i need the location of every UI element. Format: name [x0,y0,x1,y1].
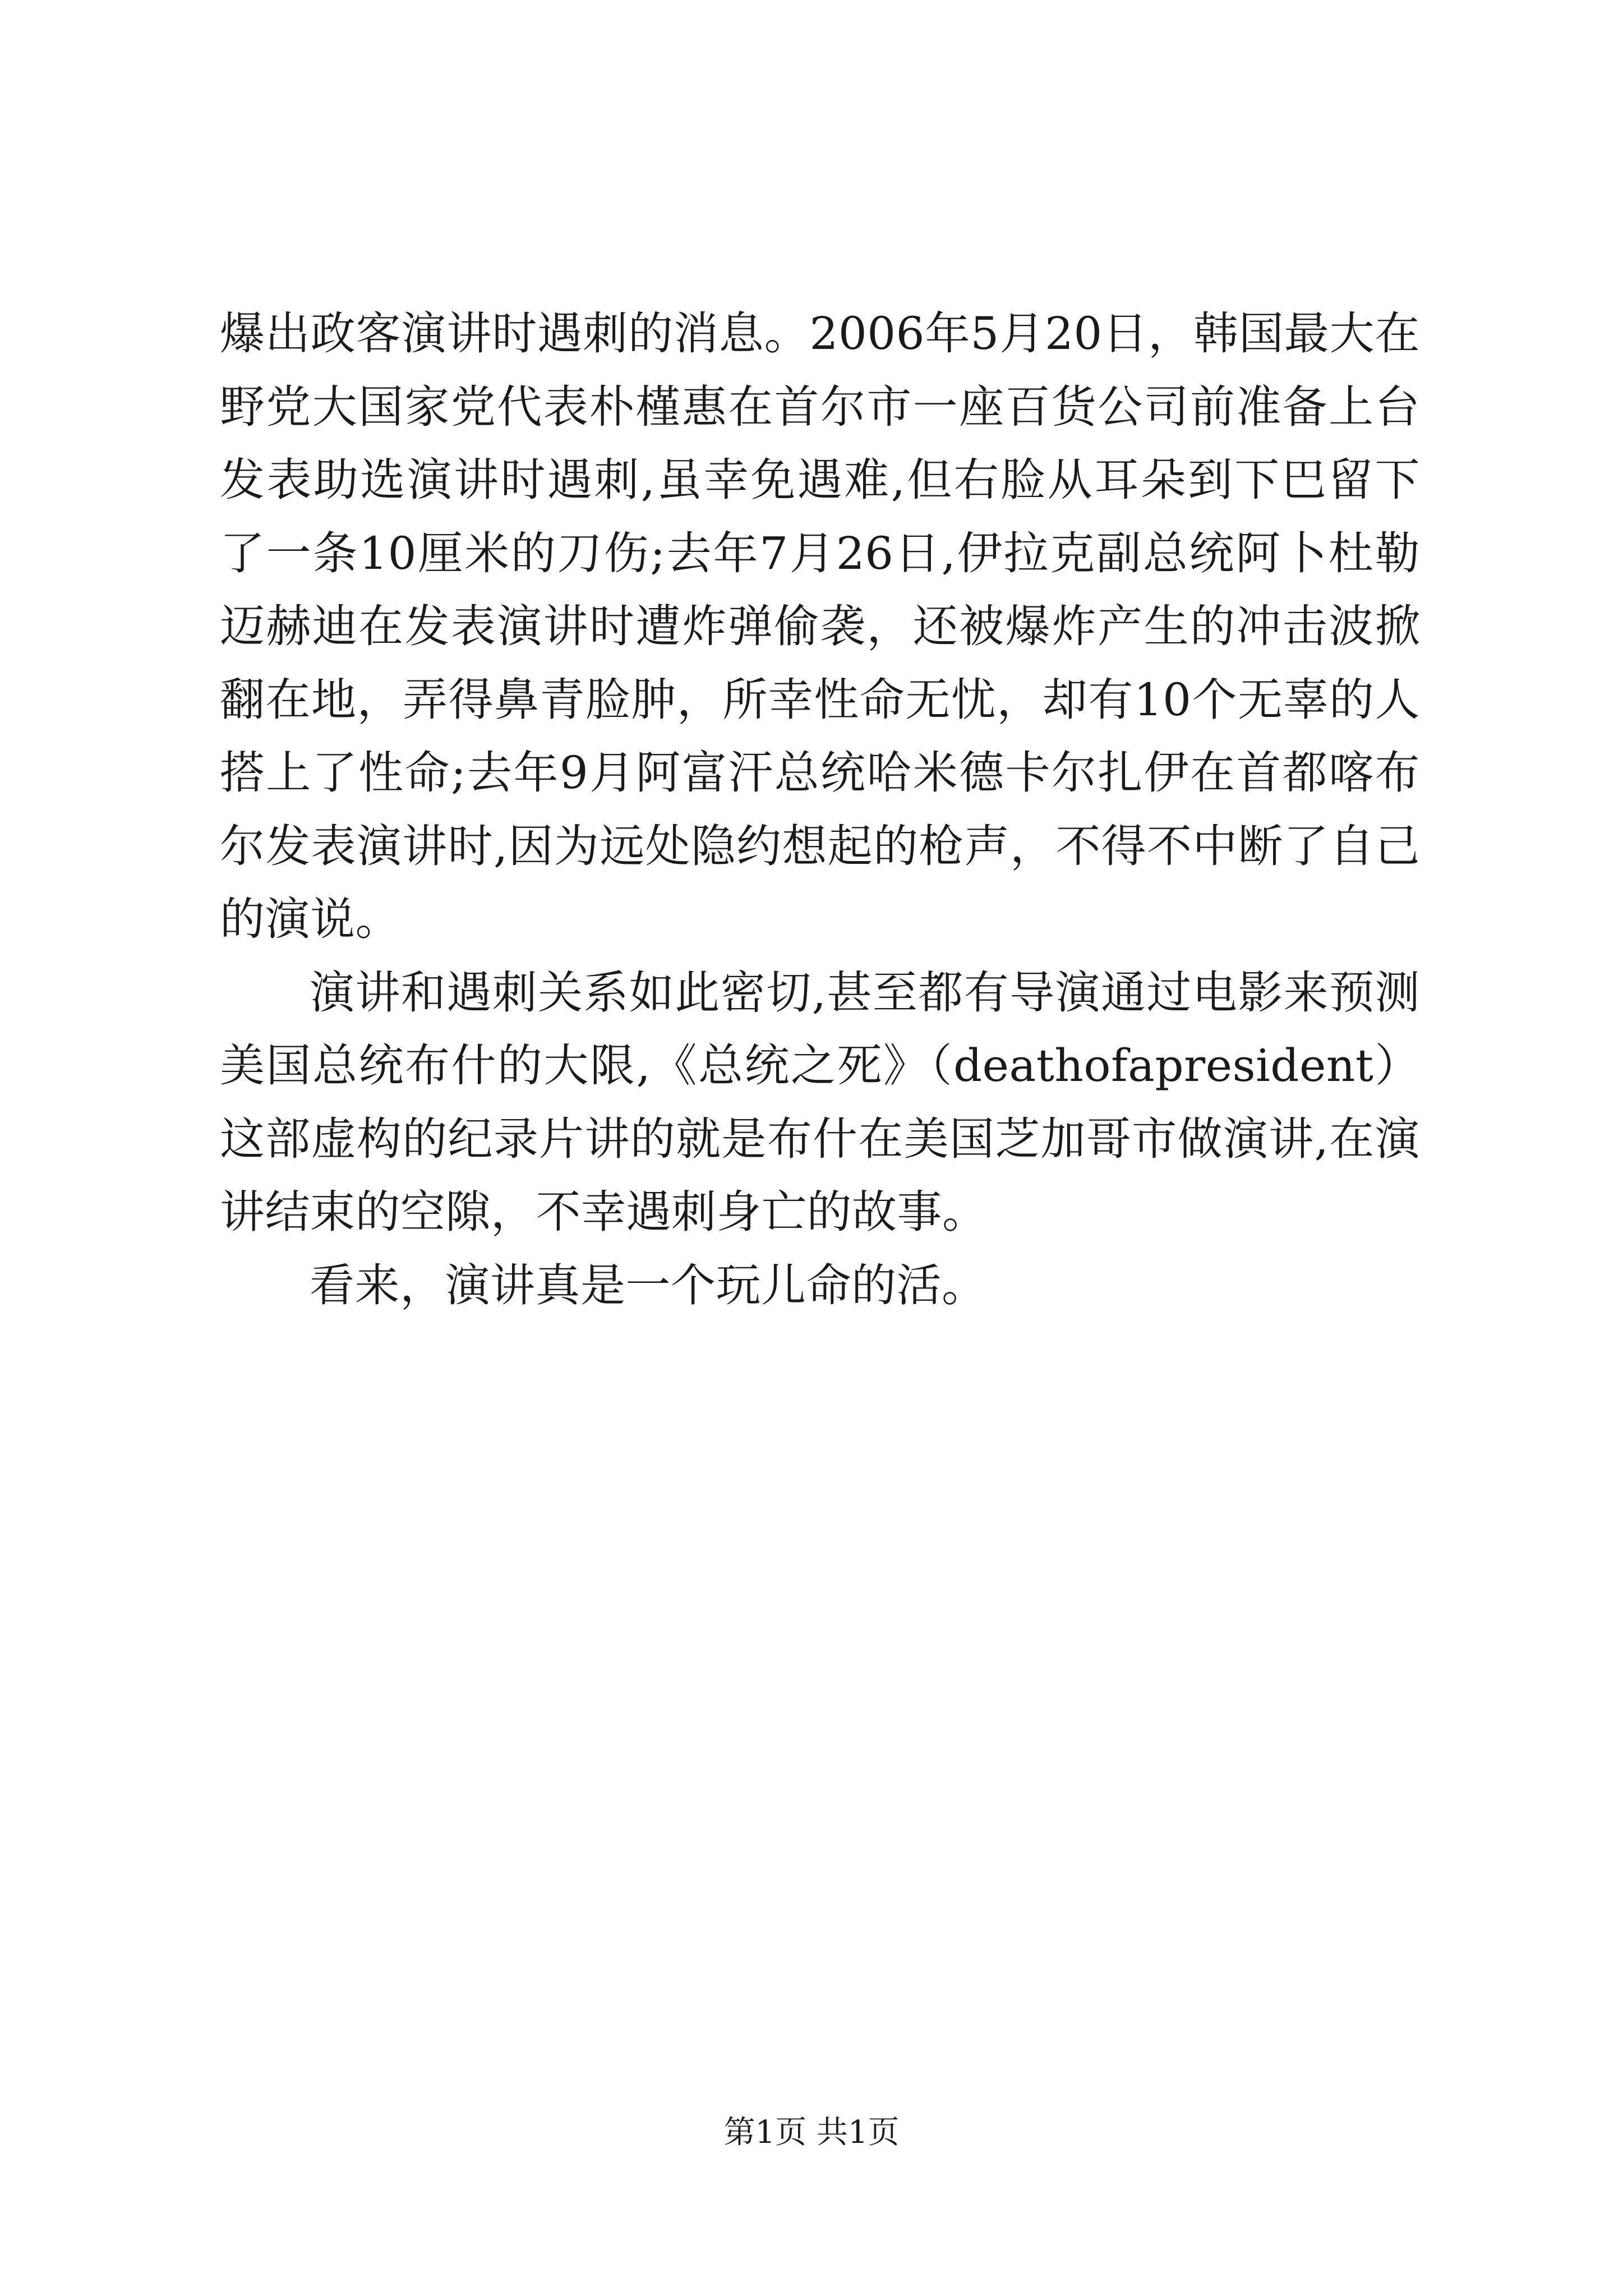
document-body [220,297,1420,1322]
paragraph-2: 演讲和遇刺关系如此密切,甚至都有导演通过电影来预测美国总统布什的大限,《总统之死》（deathofapresident）这部虚构的纪录片讲的就是布什在美国芝加哥市做演讲,在演讲结束的空隙，不幸遇刺身亡的故事。 [220,966,1420,1238]
page-footer: 第1页 共1页 [723,2114,900,2151]
paragraph-3: 看来，演讲真是一个玩儿命的活。 [310,1259,987,1312]
paragraph-1: 爆出政客演讲时遇刺的消息。2006年5月20日，韩国最大在野党大国家党代表朴槿惠在首尔市一座百货公司前准备上台发表助选演讲时遇刺,虽幸免遇难,但右脸从耳朵到下巴留下了一条10厘米的刀伤;去年7月26日,伊拉克副总统阿卜杜勒迈赫迪在发表演讲时遭炸弹偷袭，还被爆炸产生的冲击波掀翻在地，弄得鼻青脸肿，所幸性命无忧，却有10个无辜的人搭上了性命;去年9月阿富汗总统哈米德卡尔扎伊在首都喀布尔发表演讲时,因为远处隐约想起的枪声，不得不中断了自己的演说。 [220,307,1420,945]
